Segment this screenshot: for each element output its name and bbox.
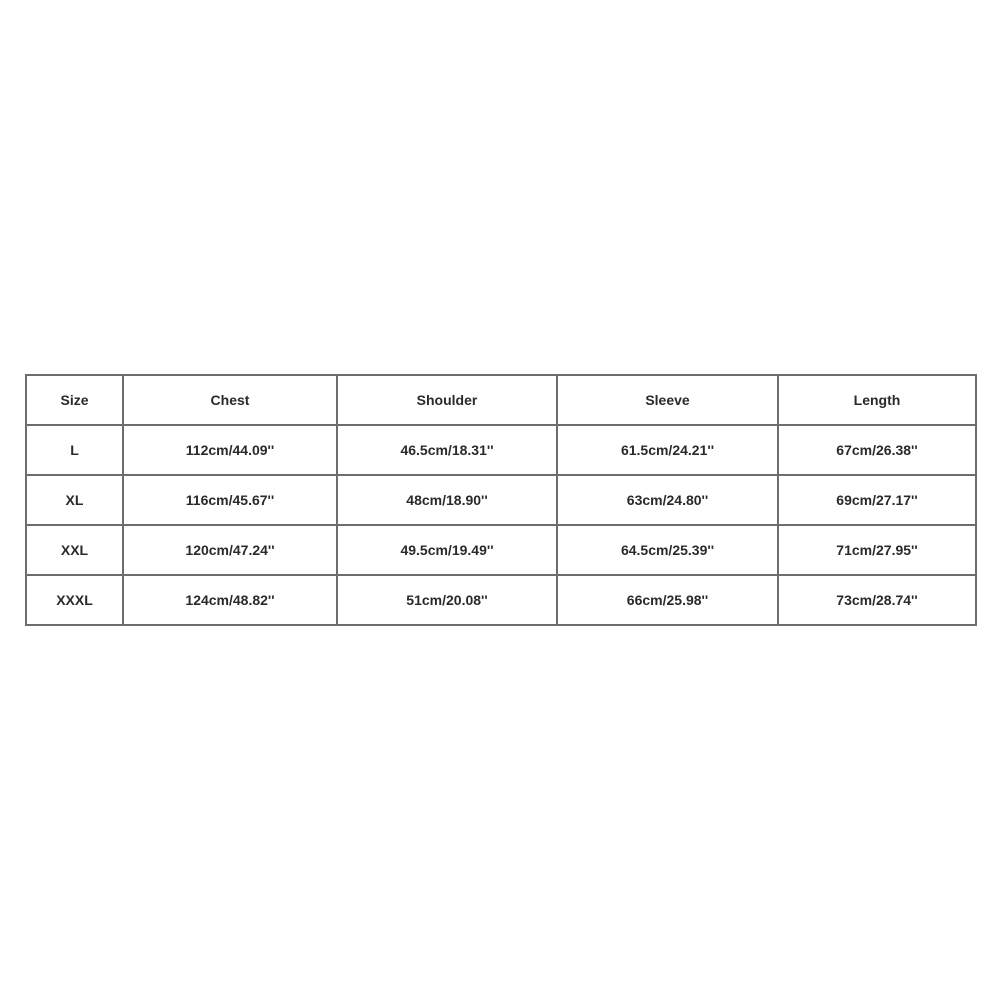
cell-chest: 112cm/44.09'' — [123, 425, 337, 475]
header-row — [26, 375, 976, 425]
table-row — [26, 525, 976, 575]
header-length: Length — [778, 375, 976, 425]
header-shoulder: Shoulder — [337, 375, 557, 425]
header-chest: Chest — [123, 375, 337, 425]
cell-sleeve: 61.5cm/24.21'' — [557, 425, 778, 475]
cell-chest: 116cm/45.67'' — [123, 475, 337, 525]
cell-length: 69cm/27.17'' — [778, 475, 976, 525]
cell-size: XXL — [26, 525, 123, 575]
header-sleeve: Sleeve — [557, 375, 778, 425]
cell-length: 71cm/27.95'' — [778, 525, 976, 575]
cell-chest: 124cm/48.82'' — [123, 575, 337, 625]
cell-chest: 120cm/47.24'' — [123, 525, 337, 575]
table-row — [26, 575, 976, 625]
cell-shoulder: 48cm/18.90'' — [337, 475, 557, 525]
cell-sleeve: 66cm/25.98'' — [557, 575, 778, 625]
table-row — [26, 425, 976, 475]
cell-shoulder: 51cm/20.08'' — [337, 575, 557, 625]
cell-size: XL — [26, 475, 123, 525]
cell-shoulder: 46.5cm/18.31'' — [337, 425, 557, 475]
cell-shoulder: 49.5cm/19.49'' — [337, 525, 557, 575]
cell-size: L — [26, 425, 123, 475]
cell-length: 73cm/28.74'' — [778, 575, 976, 625]
table-row — [26, 475, 976, 525]
cell-size: XXXL — [26, 575, 123, 625]
cell-sleeve: 63cm/24.80'' — [557, 475, 778, 525]
cell-length: 67cm/26.38'' — [778, 425, 976, 475]
cell-sleeve: 64.5cm/25.39'' — [557, 525, 778, 575]
header-size: Size — [26, 375, 123, 425]
size-chart-table — [25, 374, 977, 626]
